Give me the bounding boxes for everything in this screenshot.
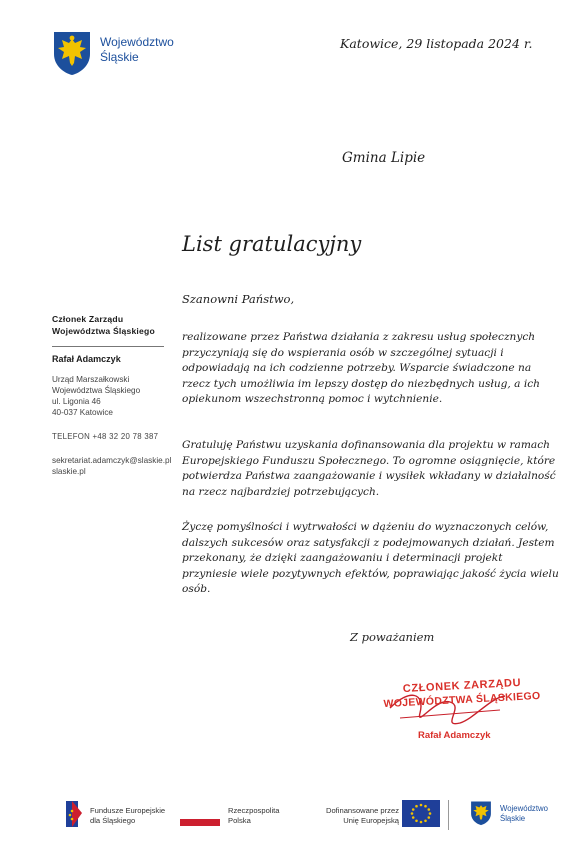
fe-line2: dla Śląskiego — [90, 815, 136, 825]
ws-line2: Śląskie — [500, 813, 526, 823]
stamp-name: Rafał Adamczyk — [418, 730, 491, 741]
ws-line1: Województwo — [500, 804, 548, 813]
ue-line1: Dofinansowane przez — [325, 806, 399, 815]
sender-contact — [52, 455, 170, 477]
sender-sidebar — [52, 314, 170, 477]
sidebar-divider — [52, 346, 164, 347]
brand-line1: Województwo — [100, 35, 174, 49]
address-line3: ul. Ligonia 46 — [52, 397, 101, 406]
brand-line2: Śląskie — [100, 50, 139, 64]
european-funds-logo-icon — [64, 799, 84, 829]
body-paragraph-3: Życzę pomyślności i wytrwałości w dążeniu do wyznaczonych celów, dalszych sukcesów oraz satysfakcji z podejmowanych działań. Jestem przekonany, że dzięki zaangażowaniu i determinacji projekt przyniesie wiele pozytywnych efektów, poprawiając jakość życia wielu osób. — [182, 521, 559, 595]
sender-email: sekretariat.adamczyk@slaskie.pl — [52, 456, 172, 465]
silesian-eagle-logo-icon — [52, 30, 92, 76]
sender-role-line1: Członek Zarządu — [52, 314, 124, 324]
stamp-line2: WOJEWÓDZTWA ŚLĄSKIEGO — [383, 689, 541, 711]
rp-line2: Polska — [228, 815, 251, 825]
letter-title: List gratulacyjny — [182, 232, 362, 256]
fe-line1: Fundusze Europejskie — [90, 806, 166, 815]
closing: Z poważaniem — [350, 630, 435, 644]
rp-line1: Rzeczpospolita — [228, 806, 280, 815]
letter-date: Katowice, 29 listopada 2024 r. — [340, 36, 533, 51]
footer-divider — [448, 800, 449, 830]
sender-address — [52, 374, 170, 418]
sender-website: slaskie.pl — [52, 467, 86, 476]
silesian-eagle-footer-icon — [470, 800, 492, 826]
sender-role — [52, 314, 170, 337]
sender-role-line2: Województwa Śląskiego — [52, 325, 155, 336]
sender-name: Rafał Adamczyk — [52, 354, 121, 364]
body-paragraph-1: realizowane przez Państwa działania z zakresu usług społecznych przyczyniają się do wspierania osób w szczególnej sytuacji i odpowiadają na ich codzienne potrzeby. Wsparcie świadczone na rzecz tych umożliwia im lepszy dostęp do niezbędnych usług, a ich opiekunom wszechstronną pomoc i wytchnienie. — [182, 331, 540, 405]
poland-label — [228, 806, 280, 825]
sender-phone: TELEFON +48 32 20 78 387 — [52, 432, 159, 441]
recipient: Gmina Lipie — [342, 150, 426, 166]
address-line2: Województwa Śląskiego — [52, 386, 141, 395]
brand-name — [100, 35, 174, 65]
ue-line2: Unię Europejską — [343, 815, 399, 825]
body-paragraph-2: Gratuluję Państwu uzyskania dofinansowania dla projektu w ramach Europejskiego Funduszu Społecznego. To ogromne osiągnięcie, które potwierdza Państwa zaangażowanie i wysiłek wkładany w działalność na rzecz najbardziej potrzebujących. — [182, 439, 556, 498]
address-line1: Urząd Marszałkowski — [52, 375, 130, 384]
greeting: Szanowni Państwo, — [182, 292, 295, 306]
address-line4: 40-037 Katowice — [52, 408, 113, 417]
poland-flag-icon — [180, 812, 220, 826]
european-funds-label — [90, 806, 165, 825]
stamp-line1: CZŁONEK ZARZĄDU — [402, 676, 522, 696]
eu-flag-icon — [402, 800, 440, 827]
eu-funding-label — [297, 806, 399, 825]
silesian-region-label — [500, 804, 548, 823]
official-stamp — [382, 676, 542, 741]
